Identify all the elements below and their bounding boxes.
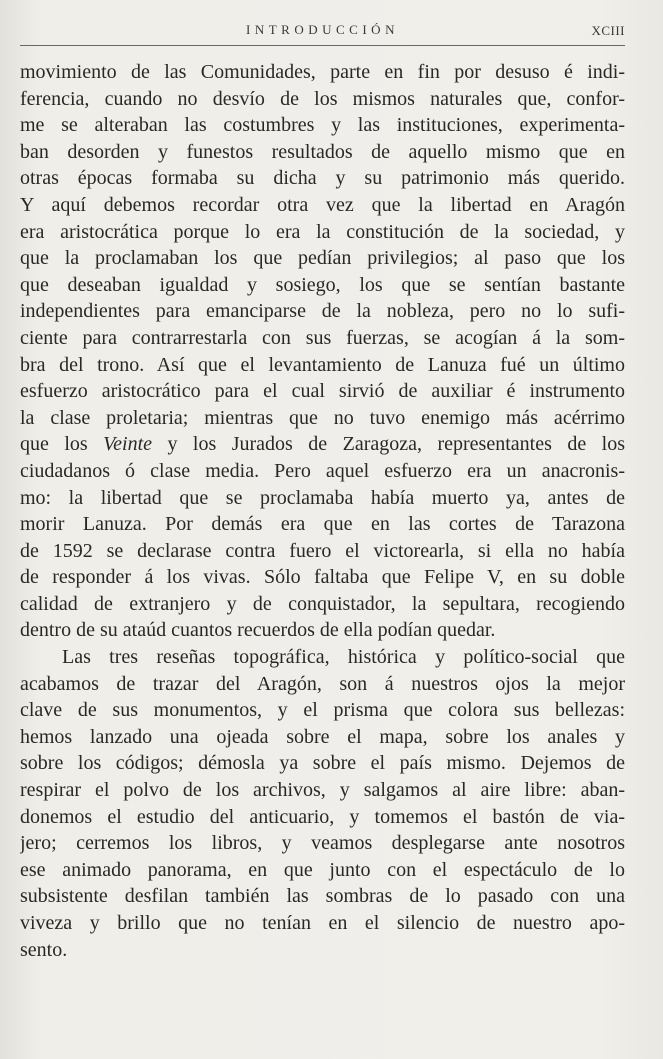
text-line: me se alteraban las costumbres y las instituciones, experimenta- <box>20 114 625 137</box>
text-line: viveza y brillo que no tenían en el silencio de nuestro apo- <box>20 912 625 934</box>
text-line: independientes para emanciparse de la nobleza, pero no lo sufi- <box>20 300 625 323</box>
text-line: ciente para contrarrestarla con sus fuerzas, se acogían á la som- <box>20 326 625 349</box>
text-line: movimiento de las Comunidades, parte en fin por desuso é indi- <box>20 61 625 83</box>
text-line: que deseaban igualdad y sosiego, los que se sentían bastante <box>20 273 625 296</box>
text-line: ban desorden y funestos resultados de aquello mismo que en <box>20 140 625 163</box>
text-line: otras épocas formaba su dicha y su patrimonio más querido. <box>20 167 625 190</box>
text-line: esfuerzo aristocrático para el cual sirvió de auxiliar é instrumento <box>20 380 625 403</box>
text-line: de responder á los vivas. Sólo faltaba que Felipe V, en su doble <box>20 566 625 589</box>
text-line: donemos el estudio del anticuario, y tomemos el bastón de via- <box>20 805 625 828</box>
text-line: de 1592 se declarase contra fuero el victorearla, si ella no había <box>20 539 625 562</box>
paragraph-2 <box>20 644 625 963</box>
text-line: hemos lanzado una ojeada sobre el mapa, sobre los anales y <box>20 725 625 748</box>
text-line: Las tres reseñas topográfica, histórica y político-social que <box>62 646 625 669</box>
text-line: dentro de su ataúd cuantos recuerdos de ella podían quedar. <box>20 619 496 642</box>
page-number: XCIII <box>591 23 625 38</box>
text-line: morir Lanuza. Por demás era que en las cortes de Tarazona <box>20 513 625 536</box>
paragraph-1 <box>20 59 625 644</box>
text-line: ese animado panorama, en que junto con el espectáculo de lo <box>20 858 625 881</box>
text-line: mo: la libertad que se proclamaba había muerto ya, antes de <box>20 486 625 509</box>
text-line: que la proclamaban los que pedían privilegios; al paso que los <box>20 247 625 270</box>
running-title: INTRODUCCIÓN <box>246 22 399 37</box>
text-line: Y aquí debemos recordar otra vez que la libertad en Aragón <box>20 193 625 216</box>
text-line: la clase proletaria; mientras que no tuvo enemigo más acérrimo <box>20 406 625 429</box>
text-line: jero; cerremos los libros, y veamos desplegarse ante nosotros <box>20 832 625 855</box>
text-line: sobre los códigos; démosla ya sobre el país mismo. Dejemos de <box>20 752 625 775</box>
text-line: subsistente desfilan también las sombras de lo pasado con una <box>20 885 625 908</box>
text-line: acabamos de trazar del Aragón, son á nuestros ojos la mejor <box>20 672 625 695</box>
text-line: bra del trono. Así que el levantamiento de Lanuza fué un último <box>20 353 625 376</box>
text-line: ciudadanos ó clase media. Pero aquel esfuerzo era un anacronis- <box>20 459 625 482</box>
header-rule <box>20 45 625 46</box>
text-line: que los Veinte y los Jurados de Zaragoza, representantes de los <box>20 433 625 456</box>
text-line: ferencia, cuando no desvío de los mismos naturales que, confor- <box>20 87 625 110</box>
text-line: era aristocrática porque lo era la constitución de la sociedad, y <box>20 220 625 243</box>
text-line: respirar el polvo de los archivos, y salgamos al aire libre: aban- <box>20 779 625 802</box>
body-text <box>20 59 625 963</box>
text-line: clave de sus monumentos, y el prisma que colora sus bellezas: <box>20 699 625 722</box>
text-line: calidad de extranjero y de conquistador, la sepultara, recogiendo <box>20 592 625 615</box>
text-line: sento. <box>20 938 68 961</box>
